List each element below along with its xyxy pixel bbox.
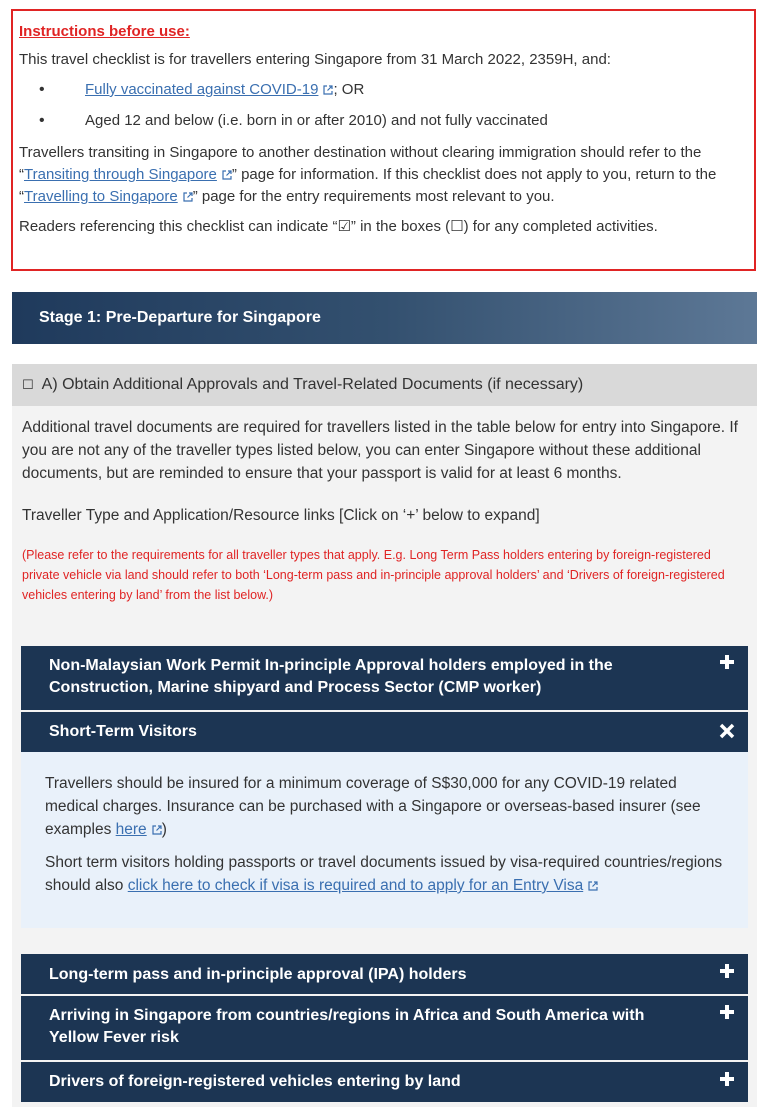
- list-item: [19, 79, 754, 101]
- bullet-suffix: ; OR: [333, 81, 365, 98]
- plus-icon[interactable]: [718, 962, 736, 980]
- external-link-icon: [183, 192, 193, 202]
- accordion-label: Arriving in Singapore from countries/regions in Africa and South America with Yellow Fever risk: [49, 1007, 645, 1046]
- transit-text-pre: Travellers transiting in Singapore to another destination without clearing immigration should refer to the “: [19, 144, 702, 183]
- list-item: [19, 110, 754, 132]
- visa-paragraph: [45, 851, 724, 897]
- accordion-yellow-fever[interactable]: [21, 996, 748, 1060]
- stage-title: Stage 1: Pre-Departure for Singapore: [39, 309, 321, 326]
- bullet-icon: •: [39, 81, 45, 98]
- short-term-visitors-panel: [21, 752, 748, 928]
- section-a-description: Additional travel documents are required for travellers listed in the table below for entry into Singapore. If you are not any of the traveller types listed below, you can enter Singapore without these additional documents, but are reminded to ensure that your passport is valid for at least 6 months.: [22, 419, 738, 482]
- accordion-short-term-visitors[interactable]: [21, 712, 748, 752]
- instructions-intro: This travel checklist is for travellers entering Singapore from 31 March 2022, 2359H, and:: [19, 51, 611, 68]
- checkbox-icon[interactable]: ☐: [22, 377, 34, 392]
- entry-visa-link[interactable]: click here to check if visa is required and to apply for an Entry Visa: [127, 877, 584, 894]
- accordion-label: Non-Malaysian Work Permit In-principle Approval holders employed in the Construction, Marine shipyard and Process Sector (CMP worker): [49, 657, 613, 696]
- bullet-text: Aged 12 and below (i.e. born in or after 2010) and not fully vaccinated: [85, 112, 548, 129]
- external-link-icon: [152, 825, 162, 835]
- section-a-header: [12, 364, 757, 406]
- close-icon[interactable]: [718, 722, 736, 740]
- requirements-note: (Please refer to the requirements for all traveller types that apply. E.g. Long Term Pass holders entering by foreign-registered private vehicle via land should refer to both ‘Long-term pass and in-principle approval holders’ and ‘Drivers of foreign-registered vehicles entering by land’ from the list below.): [22, 548, 725, 602]
- bullet-icon: •: [39, 112, 45, 129]
- traveller-type-subtitle: Traveller Type and Application/Resource links [Click on ‘+’ below to expand]: [22, 507, 540, 524]
- plus-icon[interactable]: [718, 653, 736, 671]
- instructions-title: Instructions before use:: [19, 23, 190, 40]
- external-link-icon: [323, 85, 333, 95]
- travelling-link[interactable]: Travelling to Singapore: [24, 188, 178, 205]
- transit-text-post: ” page for the entry requirements most relevant to you.: [192, 188, 555, 205]
- readers-note: Readers referencing this checklist can indicate “☑” in the boxes (☐) for any completed activities.: [19, 218, 658, 235]
- fully-vaccinated-link[interactable]: Fully vaccinated against COVID-19: [85, 81, 319, 98]
- plus-icon[interactable]: [718, 1003, 736, 1021]
- insurance-text: Travellers should be insured for a minimum coverage of S$30,000 for any COVID-19 related medical charges. Insurance can be purchased with a Singapore or overseas-based insurer (see examples: [45, 775, 701, 838]
- section-a-title: A) Obtain Additional Approvals and Travel-Related Documents (if necessary): [41, 376, 584, 393]
- insurance-text-end: ): [161, 821, 167, 838]
- external-link-icon: [222, 170, 232, 180]
- visa-text: Short term visitors holding passports or travel documents issued by visa-required countries/regions should also: [45, 854, 723, 894]
- section-a-body: [12, 406, 757, 605]
- accordion-label: Drivers of foreign-registered vehicles entering by land: [49, 1073, 461, 1090]
- accordion-label: Short-Term Visitors: [49, 723, 197, 740]
- accordion-cmp-worker[interactable]: [21, 646, 748, 710]
- instructions-bullets: [19, 79, 754, 132]
- instructions-box: [11, 9, 756, 271]
- external-link-icon: [588, 881, 598, 891]
- transit-paragraph: [19, 142, 754, 208]
- accordion-long-term-pass[interactable]: [21, 954, 748, 994]
- insurer-examples-link[interactable]: here: [115, 821, 147, 838]
- accordion-foreign-vehicle-drivers[interactable]: [21, 1062, 748, 1102]
- transiting-link[interactable]: Transiting through Singapore: [24, 166, 217, 183]
- plus-icon[interactable]: [718, 1070, 736, 1088]
- stage-banner: [12, 292, 757, 344]
- transit-text-mid: ” page for information. If this checklist does not apply to you, return to the “: [19, 166, 717, 205]
- accordion-label: Long-term pass and in-principle approval (IPA) holders: [49, 966, 467, 983]
- insurance-paragraph: [45, 772, 724, 841]
